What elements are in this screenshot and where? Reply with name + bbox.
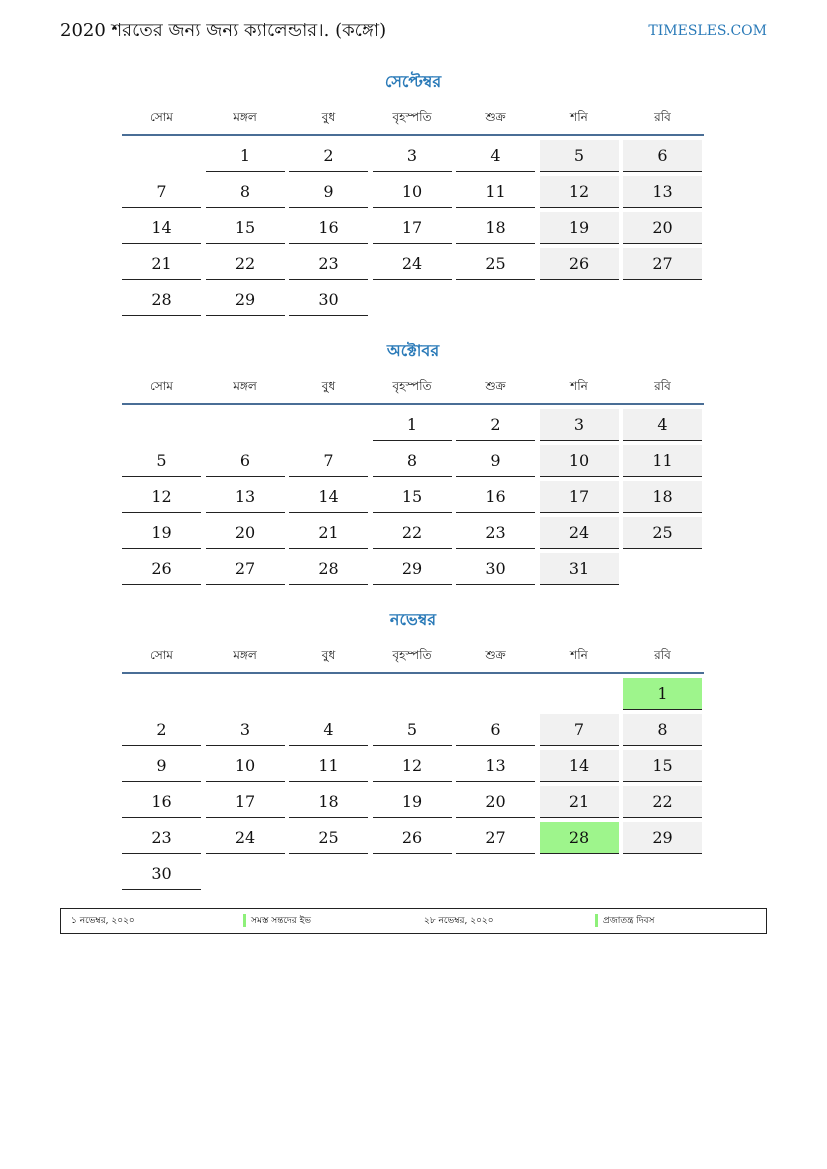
weeks-grid	[122, 678, 704, 890]
empty-cell	[373, 858, 452, 889]
weekday-label: রবি	[654, 110, 671, 124]
day-cell: 10	[206, 750, 285, 782]
day-cell: 21	[122, 248, 201, 280]
day-cell: 18	[456, 212, 535, 244]
day-cell: 10	[540, 445, 619, 477]
day-cell: 11	[456, 176, 535, 208]
day-cell: 14	[289, 481, 368, 513]
day-cell: 22	[373, 517, 452, 549]
week-row	[122, 248, 704, 280]
day-cell: 3	[206, 714, 285, 746]
weeks-grid	[122, 409, 704, 585]
day-cell: 26	[540, 248, 619, 280]
day-cell: 27	[623, 248, 702, 280]
empty-cell	[206, 409, 285, 440]
day-cell: 4	[456, 140, 535, 172]
week-row	[122, 553, 704, 585]
day-cell: 3	[373, 140, 452, 172]
weekday-label: বুধ	[321, 648, 336, 662]
day-cell: 22	[206, 248, 285, 280]
day-cell: 8	[373, 445, 452, 477]
day-cell: 16	[456, 481, 535, 513]
page-title: 2020 শরতের জন্য জন্য ক্যালেন্ডার।. (কঙ্গো)	[60, 20, 387, 41]
weekday-label: রবি	[654, 379, 671, 393]
day-cell: 20	[623, 212, 702, 244]
month-november	[122, 608, 704, 894]
day-cell: 19	[540, 212, 619, 244]
empty-cell	[289, 678, 368, 709]
day-cell: 15	[623, 750, 702, 782]
month-september	[122, 70, 704, 320]
empty-cell	[206, 678, 285, 709]
weekday-label: মঙ্গল	[233, 379, 257, 393]
day-cell: 1	[206, 140, 285, 172]
day-cell: 12	[122, 481, 201, 513]
week-row	[122, 517, 704, 549]
week-row	[122, 786, 704, 818]
week-row	[122, 678, 704, 710]
day-cell: 16	[289, 212, 368, 244]
day-cell: 15	[373, 481, 452, 513]
weekday-header	[122, 642, 704, 668]
day-cell: 6	[623, 140, 702, 172]
weekday-label: শনি	[570, 379, 588, 393]
day-cell: 24	[373, 248, 452, 280]
day-cell: 6	[206, 445, 285, 477]
weekday-label: বুধ	[321, 379, 336, 393]
site-link[interactable]: TIMESLES.COM	[648, 23, 767, 39]
day-cell: 14	[122, 212, 201, 244]
weekday-label: বৃহস্পতি	[392, 379, 432, 393]
day-cell: 19	[373, 786, 452, 818]
day-cell: 28	[289, 553, 368, 585]
day-cell: 15	[206, 212, 285, 244]
day-cell: 30	[289, 284, 368, 316]
empty-cell	[373, 284, 452, 315]
day-cell: 21	[289, 517, 368, 549]
day-cell: 17	[373, 212, 452, 244]
week-row	[122, 409, 704, 441]
week-row	[122, 714, 704, 746]
weekday-label: বুধ	[321, 110, 336, 124]
holiday-name: প্রজাতন্ত্র দিবস	[603, 916, 655, 926]
month-title: নভেম্বর	[389, 610, 437, 629]
empty-cell	[540, 858, 619, 889]
weekday-label: শুক্র	[485, 379, 506, 393]
day-cell: 29	[373, 553, 452, 585]
header-rule	[122, 134, 704, 136]
weekday-label: সোম	[150, 110, 173, 124]
day-cell: 30	[122, 858, 201, 890]
day-cell: 25	[456, 248, 535, 280]
weekday-label: সোম	[150, 379, 173, 393]
day-cell: 9	[289, 176, 368, 208]
day-cell: 8	[623, 714, 702, 746]
empty-cell	[623, 858, 702, 889]
holiday-name: সমস্ত সন্তদের ইভ	[251, 916, 311, 926]
week-row	[122, 822, 704, 854]
weekday-label: সোম	[150, 648, 173, 662]
weekday-header	[122, 104, 704, 130]
day-cell: 31	[540, 553, 619, 585]
day-cell: 14	[540, 750, 619, 782]
day-cell: 9	[456, 445, 535, 477]
day-cell: 1	[373, 409, 452, 441]
weekday-header	[122, 373, 704, 399]
day-cell: 19	[122, 517, 201, 549]
day-cell: 9	[122, 750, 201, 782]
day-cell: 10	[373, 176, 452, 208]
day-cell: 18	[289, 786, 368, 818]
empty-cell	[623, 284, 702, 315]
day-cell: 25	[289, 822, 368, 854]
week-row	[122, 750, 704, 782]
day-cell: 27	[456, 822, 535, 854]
day-cell: 17	[540, 481, 619, 513]
holiday-color-marker	[243, 914, 246, 927]
day-cell: 4	[623, 409, 702, 441]
day-cell: 13	[623, 176, 702, 208]
day-cell: 22	[623, 786, 702, 818]
day-cell: 26	[122, 553, 201, 585]
weekday-label: শুক্র	[485, 648, 506, 662]
day-cell: 23	[289, 248, 368, 280]
empty-cell	[456, 678, 535, 709]
day-cell: 23	[122, 822, 201, 854]
week-row	[122, 140, 704, 172]
day-cell: 29	[206, 284, 285, 316]
day-cell: 3	[540, 409, 619, 441]
empty-cell	[289, 858, 368, 889]
header-rule	[122, 403, 704, 405]
day-cell: 2	[289, 140, 368, 172]
week-row	[122, 176, 704, 208]
holiday-color-marker	[595, 914, 598, 927]
day-cell: 13	[456, 750, 535, 782]
weekday-label: বৃহস্পতি	[392, 110, 432, 124]
empty-cell	[373, 678, 452, 709]
weekday-label: মঙ্গল	[233, 648, 257, 662]
day-cell: 7	[289, 445, 368, 477]
holiday-legend	[60, 908, 767, 934]
weekday-label: মঙ্গল	[233, 110, 257, 124]
day-cell: 5	[540, 140, 619, 172]
day-cell: 27	[206, 553, 285, 585]
empty-cell	[122, 678, 201, 709]
day-cell: 7	[540, 714, 619, 746]
day-cell: 28	[122, 284, 201, 316]
month-title: সেপ্টেম্বর	[384, 72, 442, 91]
empty-cell	[456, 858, 535, 889]
empty-cell	[456, 284, 535, 315]
month-title: অক্টোবর	[386, 341, 440, 360]
weekday-label: শনি	[570, 648, 588, 662]
day-cell: 11	[623, 445, 702, 477]
day-cell: 18	[623, 481, 702, 513]
holiday-date: ২৮ নভেম্বর, ২০২০	[424, 916, 494, 926]
empty-cell	[122, 140, 201, 171]
day-cell: 24	[206, 822, 285, 854]
day-cell: 2	[456, 409, 535, 441]
day-cell: 17	[206, 786, 285, 818]
day-cell: 11	[289, 750, 368, 782]
weekday-label: বৃহস্পতি	[392, 648, 432, 662]
weekday-label: শুক্র	[485, 110, 506, 124]
day-cell: 1	[623, 678, 702, 710]
header-rule	[122, 672, 704, 674]
day-cell: 13	[206, 481, 285, 513]
week-row	[122, 284, 704, 316]
day-cell: 30	[456, 553, 535, 585]
weeks-grid	[122, 140, 704, 316]
empty-cell	[540, 678, 619, 709]
day-cell: 12	[540, 176, 619, 208]
weekday-label: শনি	[570, 110, 588, 124]
day-cell: 21	[540, 786, 619, 818]
day-cell: 26	[373, 822, 452, 854]
day-cell: 6	[456, 714, 535, 746]
day-cell: 7	[122, 176, 201, 208]
day-cell: 20	[206, 517, 285, 549]
day-cell: 8	[206, 176, 285, 208]
empty-cell	[206, 858, 285, 889]
week-row	[122, 481, 704, 513]
day-cell: 12	[373, 750, 452, 782]
empty-cell	[540, 284, 619, 315]
day-cell: 25	[623, 517, 702, 549]
day-cell: 16	[122, 786, 201, 818]
week-row	[122, 212, 704, 244]
day-cell: 4	[289, 714, 368, 746]
day-cell: 2	[122, 714, 201, 746]
empty-cell	[623, 553, 702, 584]
day-cell: 24	[540, 517, 619, 549]
day-cell: 5	[122, 445, 201, 477]
day-cell: 5	[373, 714, 452, 746]
week-row	[122, 858, 704, 890]
holiday-date: ১ নভেম্বর, ২০২০	[71, 916, 135, 926]
day-cell: 28	[540, 822, 619, 854]
week-row	[122, 445, 704, 477]
day-cell: 23	[456, 517, 535, 549]
day-cell: 20	[456, 786, 535, 818]
empty-cell	[289, 409, 368, 440]
empty-cell	[122, 409, 201, 440]
month-october	[122, 339, 704, 589]
day-cell: 29	[623, 822, 702, 854]
weekday-label: রবি	[654, 648, 671, 662]
